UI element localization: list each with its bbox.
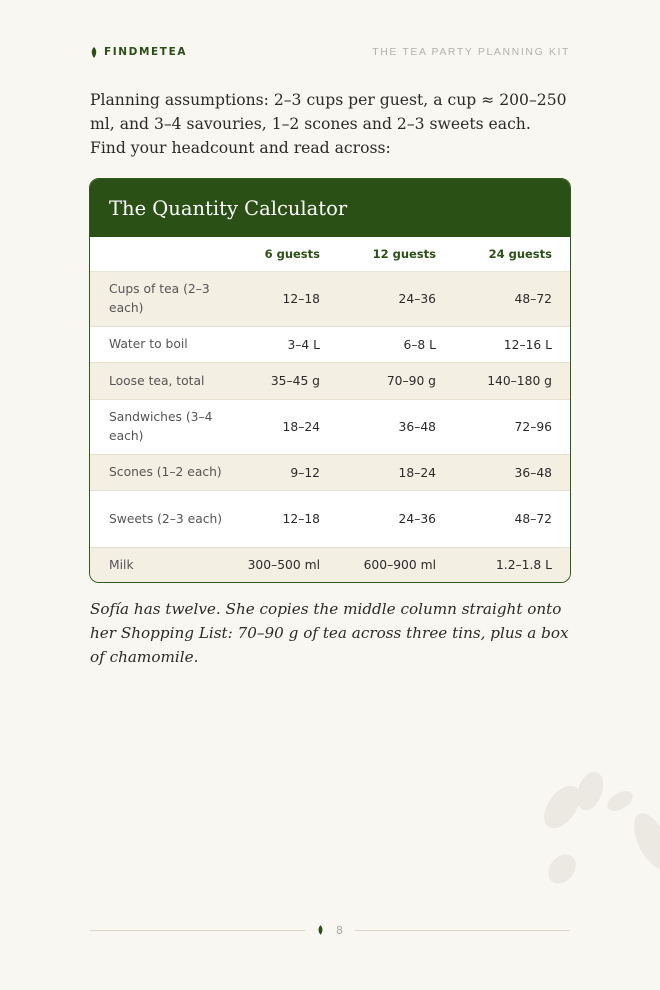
table-cell: 1.2–1.8 L — [495, 558, 552, 572]
row-label: Sweets (2–3 each) — [109, 511, 223, 526]
row-label: Water to boil — [109, 337, 188, 351]
table-cell: 12–18 — [282, 292, 320, 306]
table-cell: 48–72 — [514, 292, 552, 306]
leaf-icon — [90, 47, 98, 58]
row-label: Sandwiches (3–4 each) — [109, 410, 213, 443]
table-cell: 36–48 — [398, 420, 436, 434]
brand — [90, 46, 187, 58]
table-cell: 70–90 g — [386, 374, 436, 388]
table-row — [90, 363, 570, 400]
table-row — [90, 272, 570, 327]
table-cell: 600–900 ml — [363, 558, 436, 572]
table-cell: 140–180 g — [487, 374, 552, 388]
leaf-decoration — [540, 765, 660, 890]
column-header: 12 guests — [372, 247, 436, 261]
table-cell: 9–12 — [290, 465, 320, 480]
table-cell: 12–16 L — [503, 337, 552, 352]
footer-rule — [90, 930, 305, 931]
table-cell: 12–18 — [282, 512, 320, 526]
table-cell: 24–36 — [398, 512, 436, 526]
example-note: Sofía has twelve. She copies the middle column straight onto her Shopping List: 70–90 g of tea across three tins, plus a box of chamomile. — [90, 600, 569, 666]
table-cell: 3–4 L — [287, 337, 320, 352]
table-row — [90, 548, 570, 582]
table-row — [90, 455, 570, 491]
intro-paragraph: Planning assumptions: 2–3 cups per guest, a cup ≈ 200–250 ml, and 3–4 savouries, 1–2 scones and 2–3 sweets each. Find your headcount and read across: — [90, 91, 567, 157]
table-cell: 18–24 — [282, 420, 320, 434]
table-header-row — [90, 237, 570, 272]
page-header — [90, 46, 570, 58]
page-number: 8 — [336, 923, 343, 937]
page-footer — [90, 922, 570, 938]
row-label: Scones (1–2 each) — [109, 465, 222, 479]
table-cell: 36–48 — [514, 465, 552, 480]
column-header: 24 guests — [488, 247, 552, 261]
row-label: Loose tea, total — [109, 373, 205, 388]
brand-name: FINDMETEA — [104, 46, 188, 58]
table-cell: 35–45 g — [270, 374, 320, 388]
kit-title: THE TEA PARTY PLANNING KIT — [372, 46, 570, 58]
calculator-title: The Quantity Calculator — [90, 179, 570, 237]
table-cell: 6–8 L — [403, 337, 436, 352]
table-cell: 72–96 — [514, 420, 552, 434]
row-label: Milk — [109, 557, 134, 572]
row-label: Cups of tea (2–3 each) — [109, 282, 210, 315]
footer-rule — [355, 930, 570, 931]
table-cell: 48–72 — [514, 512, 552, 526]
table-cell: 24–36 — [398, 292, 436, 306]
column-header: 6 guests — [264, 247, 320, 261]
table-cell: 300–500 ml — [247, 558, 320, 572]
table-row — [90, 400, 570, 455]
leaf-icon — [317, 925, 324, 935]
quantity-calculator — [89, 178, 571, 583]
table-row — [90, 491, 570, 548]
table-cell: 18–24 — [398, 465, 436, 480]
table-row — [90, 327, 570, 363]
